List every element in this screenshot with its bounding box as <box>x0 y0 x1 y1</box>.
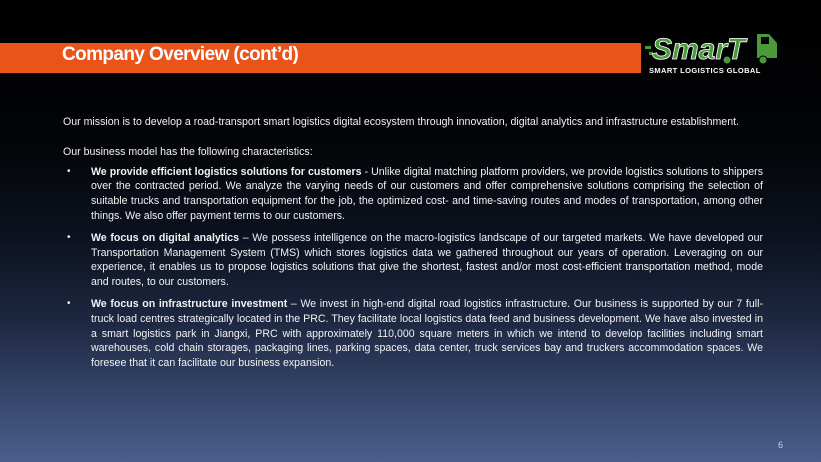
content-body <box>63 115 763 378</box>
bullet-icon: • <box>67 297 71 309</box>
bullet-text: - Unlike digital matching platform providers, we provide logistics solutions to shippers over the contracted period. We analyze the varying needs of our customers and offer comprehensive solutions comprising the selection of suitable trucks and transportation equipment for the job, the optimized cost- and time-saving routes and modes of transportation, among other things. We also offer payment terms to our customers. <box>91 165 764 222</box>
bullet-text: – We possess intelligence on the macro-logistics landscape of our targeted markets. We have developed our Transportation Management System (TMS) which stores logistics data we gathered throughout our years of operation. Leveraging on our experience, it enables us to propose logistics solutions that give the shortest, fastest and/or most cost-efficient transportation method, mode and routes, to our customers. <box>91 231 763 289</box>
business-model-intro: Our business model has the following characteristics: <box>63 145 313 158</box>
bullet-heading: We provide efficient logistics solutions for customers <box>91 165 362 178</box>
list-item <box>63 231 763 290</box>
bullet-icon: • <box>67 165 71 177</box>
bullet-heading: We focus on digital analytics <box>91 231 240 244</box>
bullet-text: – We invest in high-end digital road logistics infrastructure. Our business is supported by our 7 full-truck load centres strategically located in the PRC. They facilitate local logistics data feed and business development. We have also invested in a smart logistics park in Jiangxi, PRC with approximately 110,000 square meters in which we intend to develop facilities including smart warehouses, cold chain storages, packaging lines, parking spaces, data center, truck services bay and truckers accommodation spaces. We foresee that it can facilitate our business expansion. <box>91 297 763 370</box>
bullet-heading: We focus on infrastructure investment <box>91 297 288 310</box>
list-item <box>63 165 763 224</box>
list-item <box>63 297 763 371</box>
characteristics-list <box>63 165 763 371</box>
logo-subtitle: SMART LOGISTICS GLOBAL <box>649 66 761 75</box>
bullet-icon: • <box>67 231 71 243</box>
page-title: Company Overview (cont’d) <box>62 44 299 65</box>
page-number: 6 <box>778 440 784 450</box>
logo-mark-text: SmarT <box>652 33 746 66</box>
mission-statement: Our mission is to develop a road-transport smart logistics digital ecosystem through innovation, digital analytics and infrastructure establishment. <box>63 116 739 128</box>
